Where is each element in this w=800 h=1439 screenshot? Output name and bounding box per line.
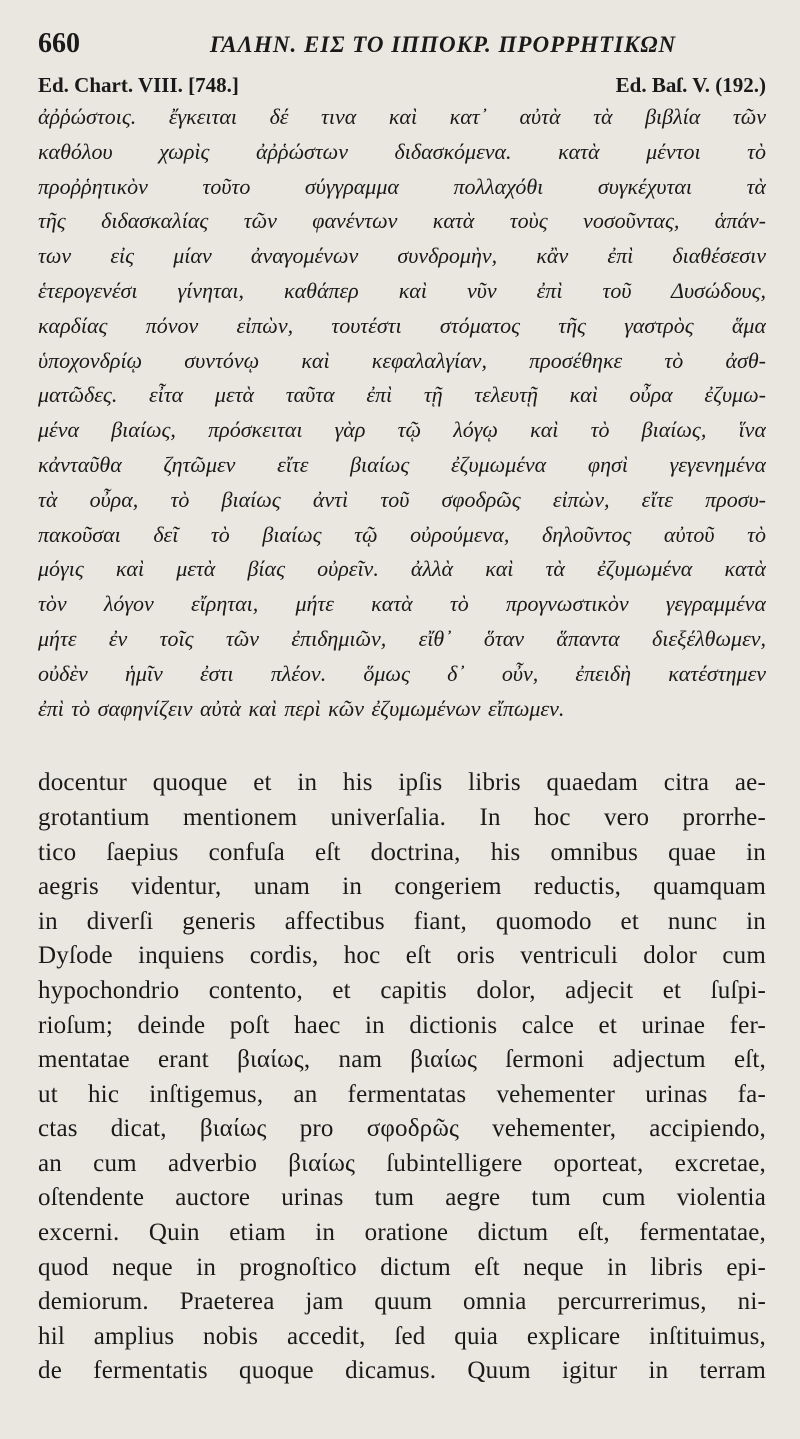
latin-line: grotantium mentionem univerſalia. In hoc vero prorrhe- bbox=[38, 803, 766, 831]
greek-line: προῤῥητικὸν τοῦτο σύγγραμμα πολλαχόθι συγκέχυται τὰ bbox=[38, 173, 766, 199]
latin-line: tico ſaepius confuſa eſt doctrina, his omnibus quae in bbox=[38, 838, 766, 866]
greek-line: καθόλου χωρὶς ἀῤῥώστων διδασκόμενα. κατὰ μέντοι τὸ bbox=[38, 138, 766, 164]
greek-line: τὸν λόγον εἴρηται, μήτε κατὰ τὸ προγνωστικὸν γεγραμμένα bbox=[38, 591, 766, 617]
greek-line: τῆς διδασκαλίας τῶν φανέντων κατὰ τοὺς νοσοῦντας, ἁπάν- bbox=[38, 208, 766, 234]
greek-line: τὰ οὖρα, τὸ βιαίως ἀντὶ τοῦ σφοδρῶς εἰπὼν, εἴτε προσυ- bbox=[38, 486, 766, 512]
greek-line: καρδίας πόνον εἰπὼν, τουτέστι στόματος τῆς γαστρὸς ἅμα bbox=[38, 312, 766, 338]
latin-line: hil amplius nobis accedit, ſed quia explicare inſtituimus, bbox=[38, 1322, 766, 1350]
edition-right: Ed. Baſ. V. (192.) bbox=[615, 73, 766, 97]
greek-line: ἐπὶ τὸ σαφηνίζειν αὐτὰ καὶ περὶ κῶν ἐζυμωμένων εἴπωμεν. bbox=[38, 695, 565, 721]
running-head bbox=[38, 28, 766, 68]
latin-line: docentur quoque et in his ipſis libris quaedam citra ae- bbox=[38, 769, 766, 797]
latin-line: aegris videntur, unam in congeriem reductis, quamquam bbox=[38, 873, 766, 901]
latin-line: in diverſi generis affectibus fiant, quomodo et nunc in bbox=[38, 907, 766, 935]
greek-line: μόγις καὶ μετὰ βίας οὐρεῖν. ἀλλὰ καὶ τὰ ἐζυμωμένα κατὰ bbox=[38, 556, 766, 582]
latin-line: mentatae erant βιαίως, nam βιαίως ſermoni adjectum eſt, bbox=[38, 1046, 766, 1074]
edition-line bbox=[38, 70, 766, 100]
latin-line: rioſum; deinde poſt haec in dictionis calce et urinae fer- bbox=[38, 1011, 766, 1039]
latin-text bbox=[38, 766, 766, 1389]
greek-line: ἑτερογενέσι γίνηται, καθάπερ καὶ νῦν ἐπὶ τοῦ Δυσώδους, bbox=[38, 277, 766, 303]
greek-line: οὐδὲν ἡμῖν ἐστι πλέον. ὅμως δ᾽ οὖν, ἐπειδὴ κατέστημεν bbox=[38, 660, 766, 686]
latin-line: ctas dicat, βιαίως pro σφοδρῶς vehementer, accipiendo, bbox=[38, 1115, 766, 1143]
greek-line: πακοῦσαι δεῖ τὸ βιαίως τῷ οὐρούμενα, δηλοῦντος αὐτοῦ τὸ bbox=[38, 521, 766, 547]
greek-text bbox=[38, 100, 766, 726]
greek-line: μένα βιαίως, πρόσκειται γὰρ τῷ λόγῳ καὶ τὸ βιαίως, ἵνα bbox=[38, 417, 766, 443]
greek-line: κἀνταῦθα ζητῶμεν εἴτε βιαίως ἐζυμωμένα φησὶ γεγενημένα bbox=[38, 451, 766, 477]
latin-line: Dyſode inquiens cordis, hoc eſt oris ventriculi dolor cum bbox=[38, 942, 766, 970]
latin-line: excerni. Quin etiam in oratione dictum eſt, fermentatae, bbox=[38, 1219, 766, 1247]
greek-line: ὑποχονδρίῳ συντόνῳ καὶ κεφαλαλγίαν, προσέθηκε τὸ ἀσθ- bbox=[38, 347, 766, 373]
latin-line: hypochondrio contento, et capitis dolor, adjecit et ſuſpi- bbox=[38, 976, 766, 1004]
greek-line: των εἰς μίαν ἀναγομένων συνδρομὴν, κἂν ἐπὶ διαθέσεσιν bbox=[38, 243, 766, 269]
greek-line: ἀῤῥώστοις. ἔγκειται δέ τινα καὶ κατ᾽ αὐτὰ τὰ βιβλία τῶν bbox=[38, 104, 766, 129]
latin-line: de fermentatis quoque dicamus. Quum igitur in terram bbox=[38, 1357, 766, 1385]
latin-line: oſtendente auctore urinas tum aegre tum cum violentia bbox=[38, 1184, 766, 1212]
running-title: ΓΑΛΗΝ. ΕΙΣ ΤΟ ΙΠΠΟΚΡ. ΠΡΟΡΡΗΤΙΚΩΝ bbox=[209, 32, 677, 57]
latin-line: quod neque in prognoſtico dictum eſt neque in libris epi- bbox=[38, 1253, 766, 1281]
edition-left: Ed. Chart. VIII. [748.] bbox=[38, 73, 239, 97]
page-number: 660 bbox=[38, 28, 80, 59]
latin-line: demiorum. Praeterea jam quum omnia percurrerimus, ni- bbox=[38, 1288, 766, 1316]
greek-line: μήτε ἐν τοῖς τῶν ἐπιδημιῶν, εἴθ᾽ ὅταν ἅπαντα διεξέλθωμεν, bbox=[38, 625, 766, 651]
latin-line: an cum adverbio βιαίως ſubintelligere oporteat, excretae, bbox=[38, 1149, 766, 1177]
latin-line: ut hic inſtigemus, an fermentatas vehementer urinas fa- bbox=[38, 1080, 766, 1108]
greek-line: ματῶδες. εἶτα μετὰ ταῦτα ἐπὶ τῇ τελευτῇ καὶ οὖρα ἐζυμω- bbox=[38, 382, 766, 408]
